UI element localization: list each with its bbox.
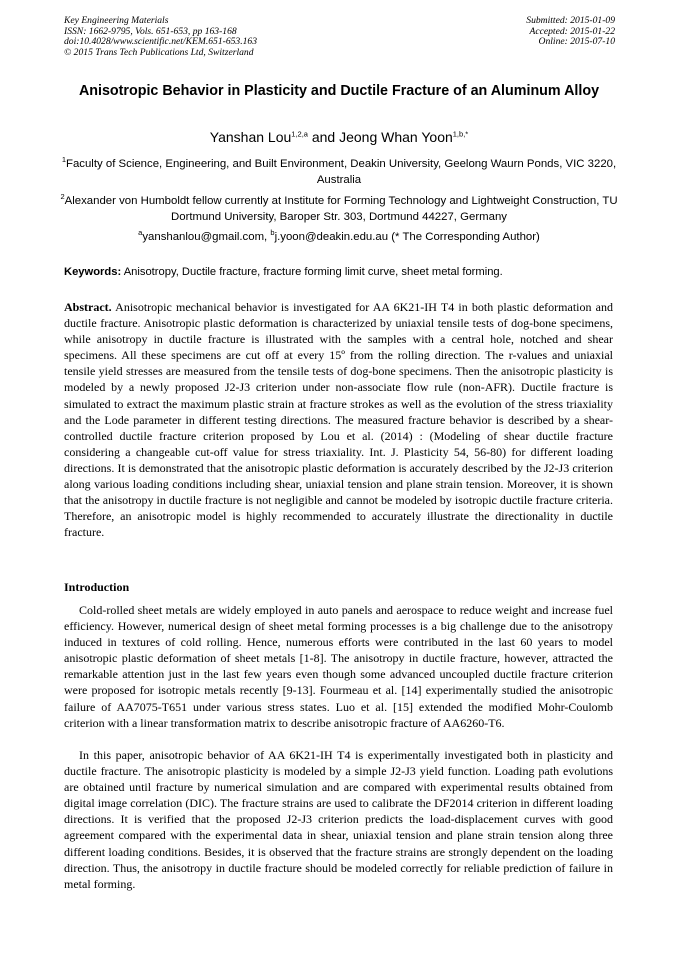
journal-name: Key Engineering Materials: [64, 15, 169, 26]
affiliation-2-sup: 2: [60, 192, 65, 202]
affiliation-2-text: Alexander von Humboldt fellow currently at Institute for Forming Technology and Lightweight Construction, TU Dortmund University, Baroper Str. 303, Dortmund 44227, Germany: [64, 195, 618, 223]
affiliation-1: [60, 156, 618, 188]
email-a-sup: a: [138, 228, 143, 238]
submitted-date: Submitted: 2015-01-09: [526, 15, 615, 26]
author-1-sup: 1,2,a: [291, 129, 308, 139]
author-2-sup: 1,b,*: [452, 129, 469, 139]
accepted-date: Accepted: 2015-01-22: [529, 25, 615, 37]
paper-title: Anisotropic Behavior in Plasticity and Ductile Fracture of an Aluminum Alloy: [78, 83, 600, 99]
email-b-sup: b: [270, 228, 275, 238]
author-conjunction: and: [307, 129, 340, 145]
author-emails: [60, 229, 618, 245]
online-date: Online: 2015-07-10: [538, 36, 615, 48]
email-a: yanshanlou@gmail.com,: [142, 231, 271, 243]
keywords: [64, 265, 624, 279]
keywords-text: Anisotropy, Ductile fracture, fracture forming limit curve, sheet metal forming.: [121, 266, 503, 278]
journal-doi: doi:10.4028/www.scientific.net/KEM.651-653.163: [64, 36, 258, 48]
affiliation-1-sup: 1: [61, 155, 66, 165]
publication-dates: [526, 16, 615, 48]
introduction-paragraph-1: Cold-rolled sheet metals are widely employed in auto panels and aerospace to reduce weight and increase fuel efficiency. However, numerical design of sheet metal forming processes is a big challenge due to the anisotropy induced in textures of cold rolling. Hence, numerous efforts were contributed in the last 60 years to model anisotropic plastic deformation of sheet metals [1-8]. The anisotropy in ductile fracture, however, attracted the remarkable attention just in the last few years even though some advanced uncoupled ductile fracture criterion were proposed for isotropic metals recently [9-13]. Fourmeau et al. [14] experimentally studied the anisotropic failure of AA7075-T651 under various stress states. Luo et al. [15] extended the modified Mohr-Coulomb criterion with a linear transformation matrix to describe anisotropic fracture of AA6260-T6.: [64, 603, 613, 730]
keywords-label: Keywords:: [64, 266, 122, 278]
journal-info: [64, 16, 257, 58]
author-line: [60, 128, 618, 146]
journal-issn: ISSN: 1662-9795, Vols. 651-653, pp 163-168: [64, 25, 237, 37]
author-2: Jeong Whan Yoon: [339, 129, 453, 145]
journal-copyright: © 2015 Trans Tech Publications Ltd, Switzerland: [64, 46, 254, 58]
email-b: j.yoon@deakin.edu.au (* The Corresponding Author): [274, 231, 540, 243]
introduction-paragraph-2: In this paper, anisotropic behavior of AA 6K21-IH T4 is experimentally investigated both in plasticity and ductile fracture. The anisotropic plasticity is modeled by a simple J2-J3 yield function. Loading path evolutions are obtained until fracture by numerical simulation and are compared with experimental results obtained from digital image correlation (DIC). The fracture strains are used to calibrate the DF2014 criterion in different loading directions. It is verified that the proposed J2-J3 criterion predicts the load-displacement curves with good agreement compared with the experimental data in shear, uniaxial tension and plane strain tension along three different loading conditions. Besides, it is observed that the fracture strains are strongly dependent on the loading direction. Thus, the anisotropy in ductile fracture should be modeled correctly for reliable prediction of failure in metal forming.: [64, 748, 613, 891]
affiliation-2: [60, 193, 618, 225]
introduction-heading: Introduction: [64, 580, 130, 594]
affiliation-1-text: Faculty of Science, Engineering, and Built Environment, Deakin University, Geelong Waurn Ponds, VIC 3220, Australia: [65, 158, 617, 186]
abstract: [64, 299, 613, 540]
abstract-text: Anisotropic mechanical behavior is investigated for AA 6K21-IH T4 in both plastic deformation and ductile fracture. Anisotropic plastic deformation is characterized by uniaxial tensile tests of dog-bone specimens, while anisotropy in ductile fracture is illustrated with the samples with a central hole, notched and shear specimens. All these specimens are cut off at every 15º from the rolling direction. The r-values and uniaxial tensile yield stresses are measured from the tensile tests of dog-bone specimens. Then the anisotropic plasticity is modeled by a newly proposed J2-J3 criterion under non-associate flow rule (non-AFR). Ductile fracture is simulated to extract the maximum plastic strain at fracture strokes as well as the evolution of the stress triaxiality and the Lode parameter in different testing directions. The measured fracture behavior is described by a shear-controlled ductile fracture criterion proposed by Lou et al. (2014) : (Modeling of shear ductile fracture considering a changeable cut-off value for stress triaxiality. Int. J. Plasticity 54, 56-80) for different loading directions. It is demonstrated that the anisotropic plastic deformation is accurately described by the J2-J3 criterion along various loading conditions including shear, uniaxial tension and plane strain tension. Moreover, it is shown that the anisotropy in ductile fracture is not negligible and cannot be modeled by isotropic ductile fracture criteria. Therefore, an anisotropic model is highly recommended to accurately illustrate the directionality in ductile fracture.: [64, 300, 613, 540]
abstract-label: Abstract.: [64, 300, 112, 314]
author-1: Yanshan Lou: [209, 129, 292, 145]
